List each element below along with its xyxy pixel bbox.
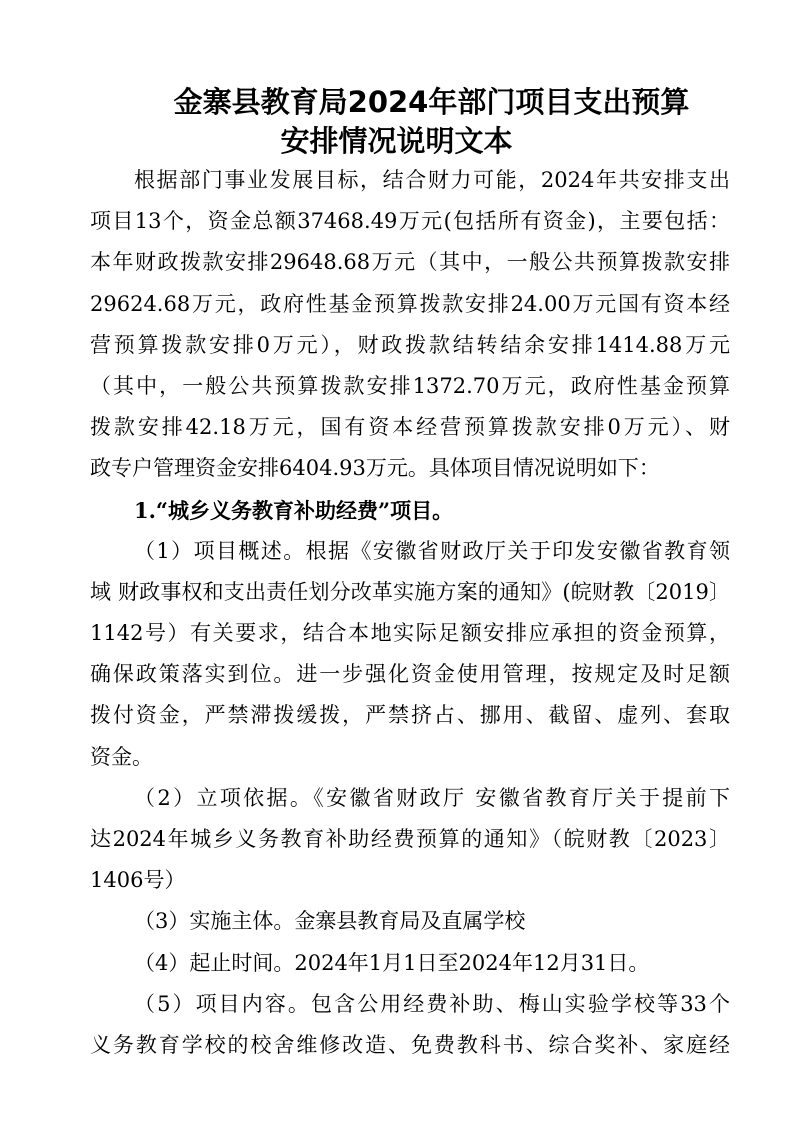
body-line: 拨付资金，严禁滞拨缓拨，严禁挤占、挪用、截留、虚列、套取 [90, 703, 730, 728]
body-line: （3）实施主体。金寨县教育局及直属学校 [134, 909, 526, 934]
document-title-line-2: 安排情况说明文本 [280, 124, 513, 158]
body-line: 确保政策落实到位。进一步强化资金使用管理，按规定及时足额 [90, 662, 730, 687]
body-line: （4）起止时间。2024年1月1日至2024年12月31日。 [134, 950, 650, 975]
body-line: 拨款安排42.18万元，国有资本经营预算拨款安排0万元）、财 [90, 415, 730, 440]
body-line: 1406号） [90, 868, 186, 893]
body-line: 本年财政拨款安排29648.68万元（其中，一般公共预算拨款安排 [90, 250, 730, 275]
body-line: 域 财政事权和支出责任划分改革实施方案的通知》(皖财教〔2019〕 [90, 579, 730, 604]
body-line: 达2024年城乡义务教育补助经费预算的通知》（皖财教〔2023〕 [90, 827, 730, 851]
body-line: （其中，一般公共预算拨款安排1372.70万元，政府性基金预算 [90, 373, 730, 398]
document-title-line-1: 金寨县教育局2024年部门项目支出预算 [173, 85, 690, 119]
body-line: 营预算拨款安排0万元），财政拨款结转结余安排1414.88万元 [90, 332, 730, 357]
body-line: 政专户管理资金安排6404.93万元。具体项目情况说明如下： [90, 456, 660, 481]
body-line: （1）项目概述。根据《安徽省财政厅关于印发安徽省教育领 [134, 538, 730, 563]
document-body [90, 160, 730, 1066]
body-line: 项目13个，资金总额37468.49万元(包括所有资金)，主要包括： [90, 209, 730, 234]
section-heading: 1.“城乡义务教育补助经费”项目。 [134, 497, 454, 523]
body-line: 根据部门事业发展目标，结合财力可能，2024年共安排支出 [134, 168, 730, 192]
body-line: （5）项目内容。包含公用经费补助、梅山实验学校等33个 [134, 991, 730, 1016]
body-line: 1142号）有关要求，结合本地实际足额安排应承担的资金预算， [90, 621, 730, 646]
body-line: （2）立项依据。《安徽省财政厅 安徽省教育厅关于提前下 [134, 785, 730, 810]
body-line: 义务教育学校的校舍维修改造、免费教科书、综合奖补、家庭经 [90, 1032, 730, 1057]
body-line: 资金。 [90, 744, 153, 769]
body-line: 29624.68万元，政府性基金预算拨款安排24.00万元国有资本经 [90, 291, 730, 316]
